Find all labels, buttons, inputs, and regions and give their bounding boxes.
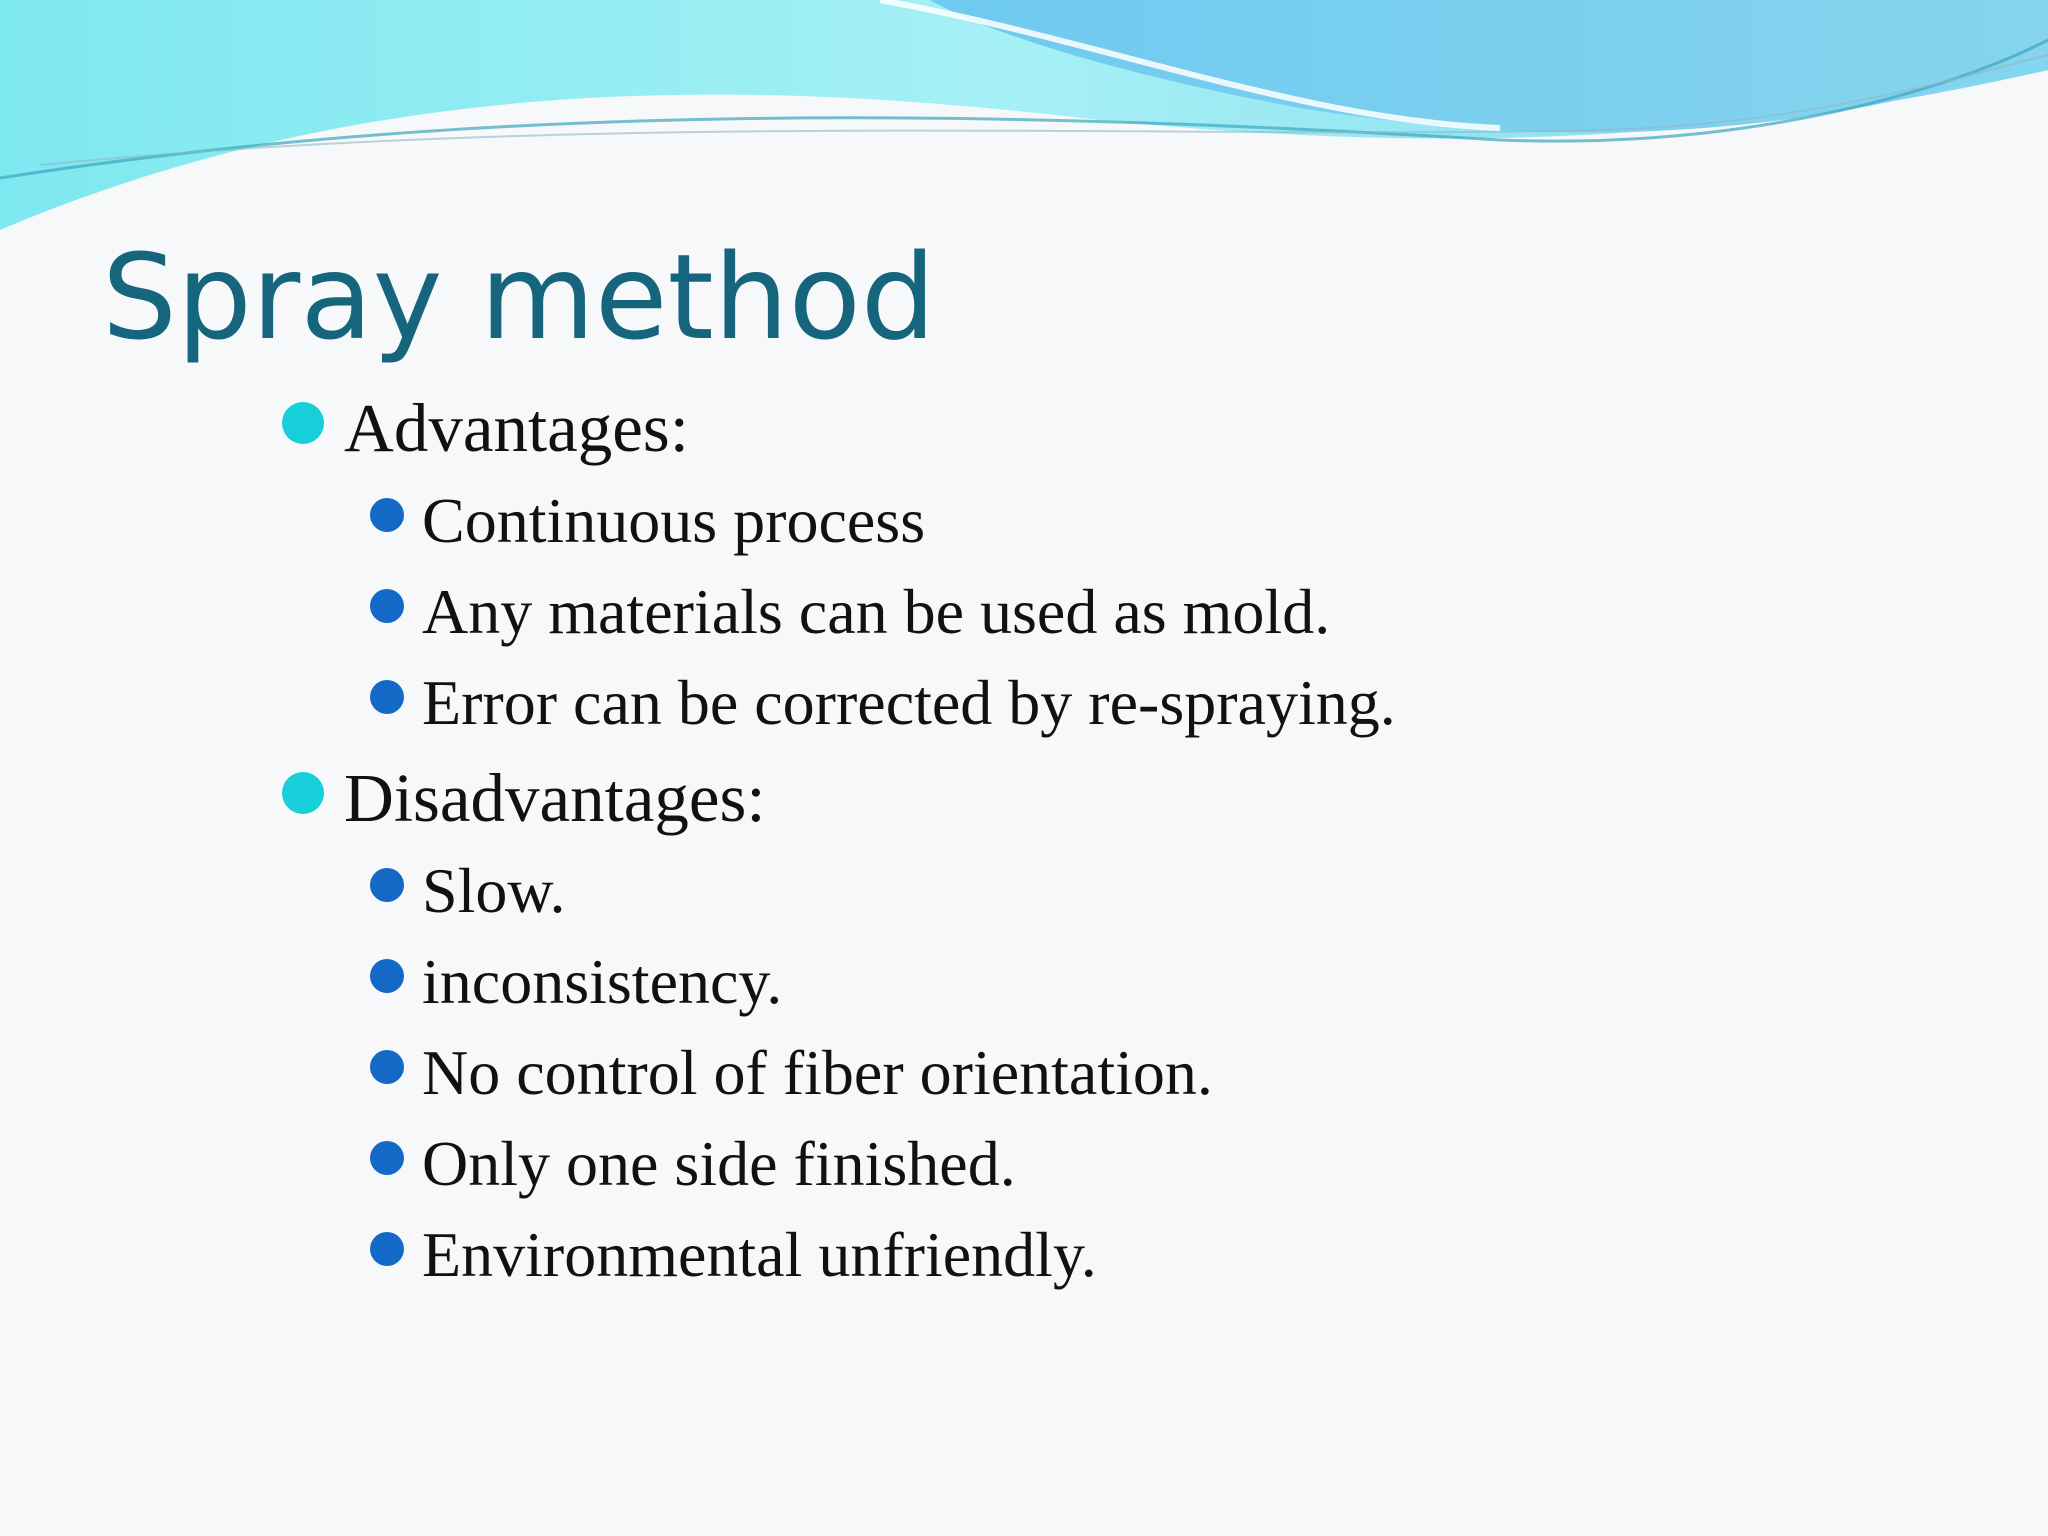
bullet-item-text: Environmental unfriendly. bbox=[422, 1219, 1097, 1290]
slide-title: Spray method bbox=[102, 228, 936, 366]
bullet-item bbox=[370, 1035, 1213, 1111]
bullet-item-text: Only one side finished. bbox=[422, 1128, 1016, 1199]
blue-disc-bullet-icon bbox=[370, 680, 404, 714]
blue-disc-bullet-icon bbox=[370, 589, 404, 623]
bullet-item-text: Continuous process bbox=[422, 485, 926, 556]
bullet-item bbox=[370, 483, 925, 559]
bullet-item bbox=[370, 1126, 1016, 1202]
bullet-item-text: No control of fiber orientation. bbox=[422, 1037, 1213, 1108]
bullet-item bbox=[370, 1217, 1097, 1293]
blue-disc-bullet-icon bbox=[370, 498, 404, 532]
bullet-item bbox=[370, 665, 1396, 741]
bullet-item-text: Slow. bbox=[422, 855, 566, 926]
bullet-item-text: Any materials can be used as mold. bbox=[422, 576, 1331, 647]
bullet-item bbox=[370, 853, 565, 929]
cyan-disc-bullet-icon bbox=[282, 772, 324, 814]
cyan-disc-bullet-icon bbox=[282, 402, 324, 444]
blue-disc-bullet-icon bbox=[370, 1141, 404, 1175]
blue-disc-bullet-icon bbox=[370, 1232, 404, 1266]
bullet-item-text: Error can be corrected by re-spraying. bbox=[422, 667, 1396, 738]
bullet-heading-disadvantages bbox=[282, 758, 766, 838]
bullet-heading-text: Disadvantages: bbox=[344, 760, 766, 836]
bullet-heading-text: Advantages: bbox=[344, 390, 689, 466]
bullet-item-text: inconsistency. bbox=[422, 946, 783, 1017]
bullet-item bbox=[370, 944, 782, 1020]
bullet-item bbox=[370, 574, 1330, 650]
blue-disc-bullet-icon bbox=[370, 868, 404, 902]
blue-disc-bullet-icon bbox=[370, 959, 404, 993]
blue-disc-bullet-icon bbox=[370, 1050, 404, 1084]
bullet-heading-advantages bbox=[282, 388, 689, 468]
